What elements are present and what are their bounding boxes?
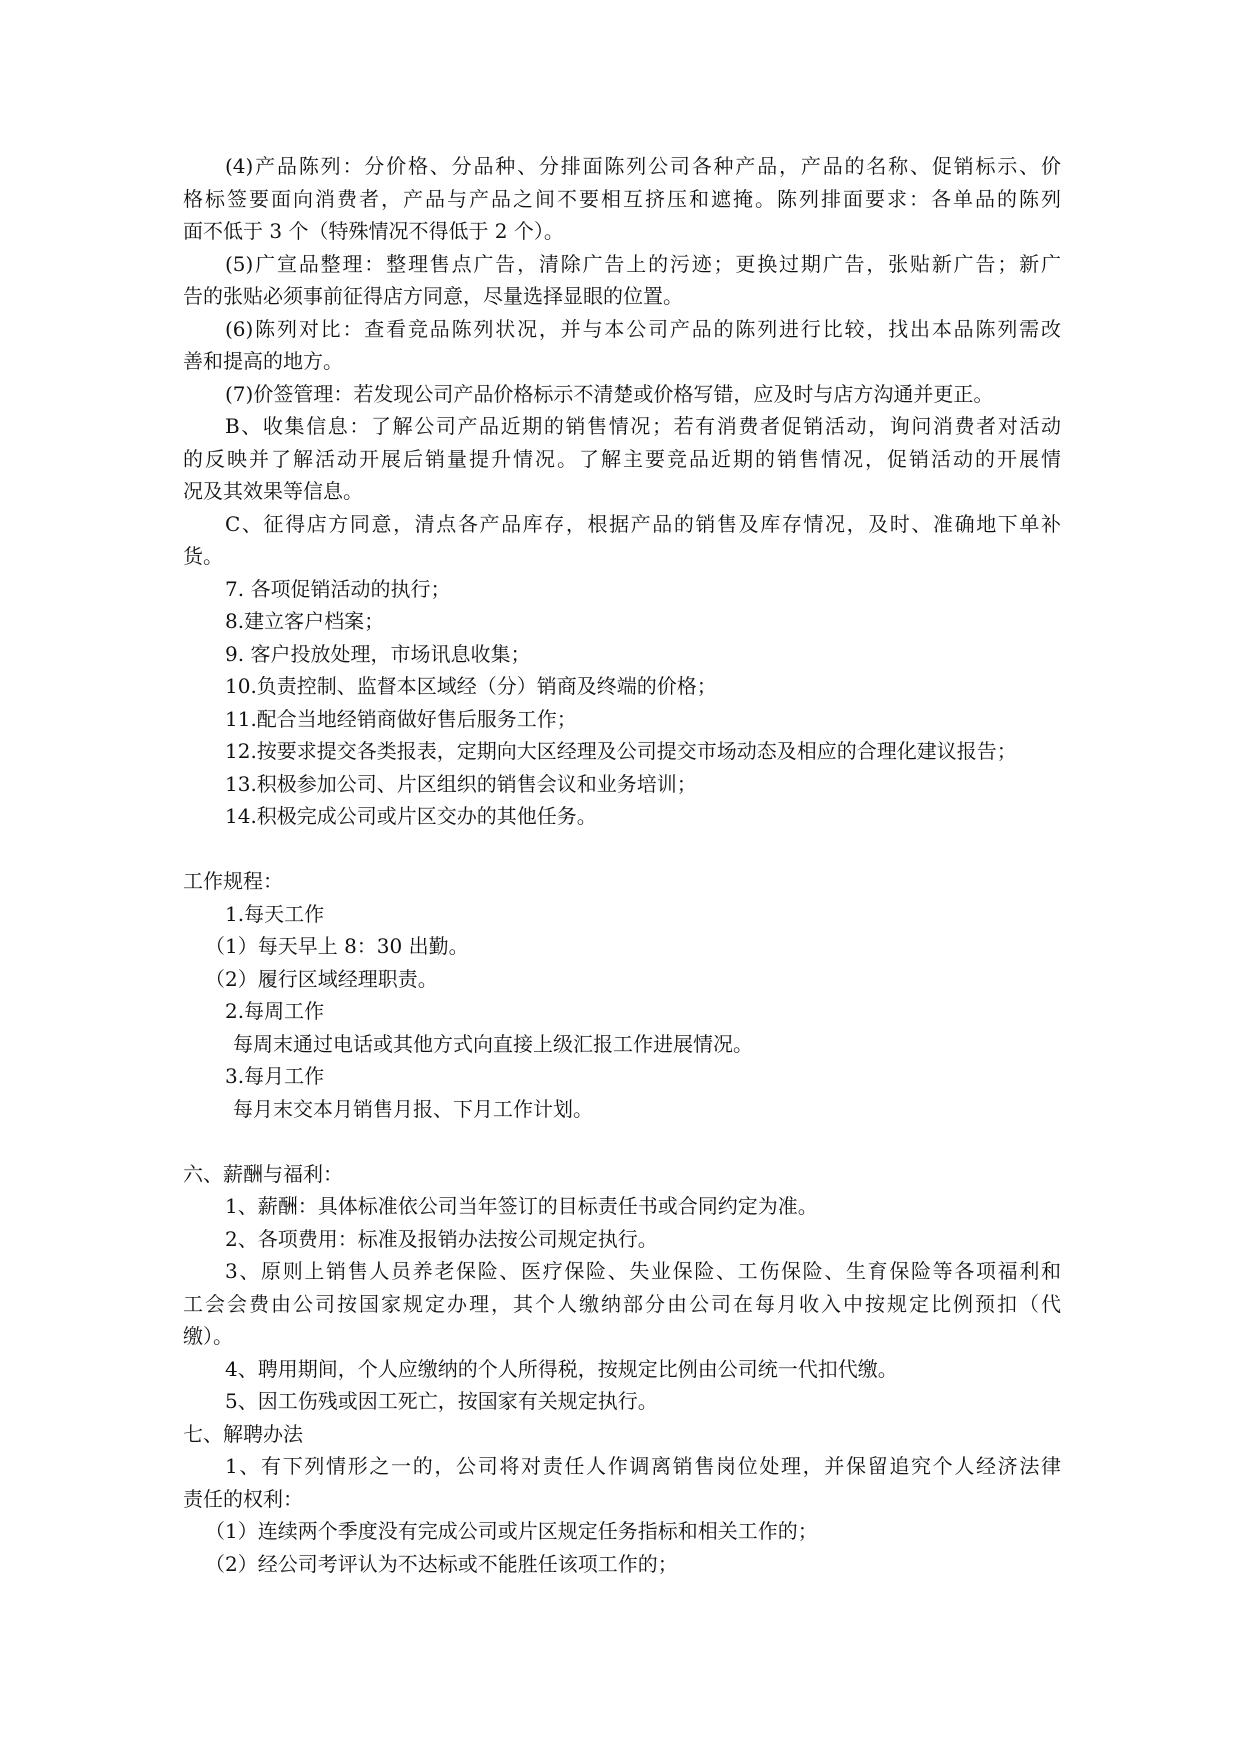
paragraph-line: 1、有下列情形之一的，公司将对责任人作调离销售岗位处理，并保留追究个人经济法律: [225, 1454, 1061, 1478]
list-item: （2）经公司考评认为不达标或不能胜任该项工作的；: [205, 1551, 678, 1576]
list-item: 8.建立客户档案；: [225, 609, 385, 633]
paragraph-line: B、收集信息：了解公司产品近期的销售情况；若有消费者促销活动，询问消费者对活动: [225, 414, 1061, 438]
blank-line: [183, 833, 1061, 866]
subheading: 1.每天工作: [225, 901, 325, 926]
paragraph-line: 况及其效果等信息。: [183, 479, 363, 503]
section-heading: 工作规程：: [183, 869, 283, 893]
paragraph-line: 货。: [183, 544, 223, 568]
section-heading: 六、薪酬与福利：: [183, 1161, 343, 1186]
paragraph-line: 每周末通过电话或其他方式向直接上级汇报工作进展情况。: [233, 1031, 753, 1056]
list-item: 7. 各项促销活动的执行；: [225, 576, 451, 601]
subheading: 2.每周工作: [225, 999, 325, 1023]
list-item: 11.配合当地经销商做好售后服务工作；: [225, 706, 577, 731]
list-item: （1）每天早上 8：30 出勤。: [205, 934, 469, 958]
list-item: 9. 客户投放处理，市场讯息收集；: [225, 641, 531, 666]
list-item: （1）连续两个季度没有完成公司或片区规定任务指标和相关工作的；: [205, 1519, 818, 1543]
paragraph-line: (5)广宣品整理：整理售点广告，清除广告上的污迹；更换过期广告，张贴新广告；新广: [225, 251, 1061, 276]
section-heading: 七、解聘办法: [183, 1421, 303, 1446]
paragraph-line: 格标签要面向消费者，产品与产品之间不要相互挤压和遮掩。陈列排面要求：各单品的陈列: [183, 186, 1061, 211]
list-item: 1、薪酬：具体标准依公司当年签订的目标责任书或合同约定为准。: [225, 1194, 818, 1218]
paragraph-line: 每月末交本月销售月报、下月工作计划。: [233, 1096, 593, 1121]
list-item: 2、各项费用：标准及报销办法按公司规定执行。: [225, 1226, 658, 1251]
list-item: 12.按要求提交各类报表，定期向大区经理及公司提交市场动态及相应的合理化建议报告；: [225, 739, 1017, 763]
list-item: 14.积极完成公司或片区交办的其他任务。: [225, 804, 597, 828]
list-item: 4、聘用期间，个人应缴纳的个人所得税，按规定比例由公司统一代扣代缴。: [225, 1356, 898, 1381]
paragraph-line: (6)陈列对比：查看竞品陈列状况，并与本公司产品的陈列进行比较，找出本品陈列需改: [225, 316, 1061, 341]
paragraph-line: 善和提高的地方。: [183, 349, 343, 373]
paragraph-line: C、征得店方同意，清点各产品库存，根据产品的销售及库存情况，及时、准确地下单补: [225, 511, 1061, 536]
paragraph-line: 3、原则上销售人员养老保险、医疗保险、失业保险、工伤保险、生育保险等各项福利和: [225, 1259, 1061, 1283]
paragraph-line: 的反映并了解活动开展后销量提升情况。了解主要竞品近期的销售情况，促销活动的开展情: [183, 446, 1061, 471]
list-item: 13.积极参加公司、片区组织的销售会议和业务培训；: [225, 771, 697, 796]
paragraph-line: 告的张贴必须事前征得店方同意，尽量选择显眼的位置。: [183, 284, 683, 308]
paragraph-line: (4)产品陈列：分价格、分品种、分排面陈列公司各种产品，产品的名称、促销标示、价: [225, 154, 1061, 178]
list-item: 10.负责控制、监督本区域经（分）销商及终端的价格；: [225, 674, 717, 698]
paragraph-line: 责任的权利：: [183, 1486, 303, 1511]
paragraph-line: 面不低于 3 个（特殊情况不得低于 2 个）。: [183, 219, 564, 243]
list-item: （2）履行区域经理职责。: [205, 966, 438, 991]
subheading: 3.每月工作: [225, 1064, 325, 1088]
paragraph-line: 工会会费由公司按国家规定办理，其个人缴纳部分由公司在每月收入中按规定比例预扣（代: [183, 1291, 1061, 1316]
paragraph-line: (7)价签管理：若发现公司产品价格标示不清楚或价格写错，应及时与店方沟通并更正。: [225, 381, 994, 406]
blank-line: [183, 1125, 1061, 1158]
paragraph-line: 缴）。: [183, 1324, 233, 1348]
list-item: 5、因工伤残或因工死亡，按国家有关规定执行。: [225, 1389, 658, 1413]
document-page: [183, 150, 1061, 1580]
